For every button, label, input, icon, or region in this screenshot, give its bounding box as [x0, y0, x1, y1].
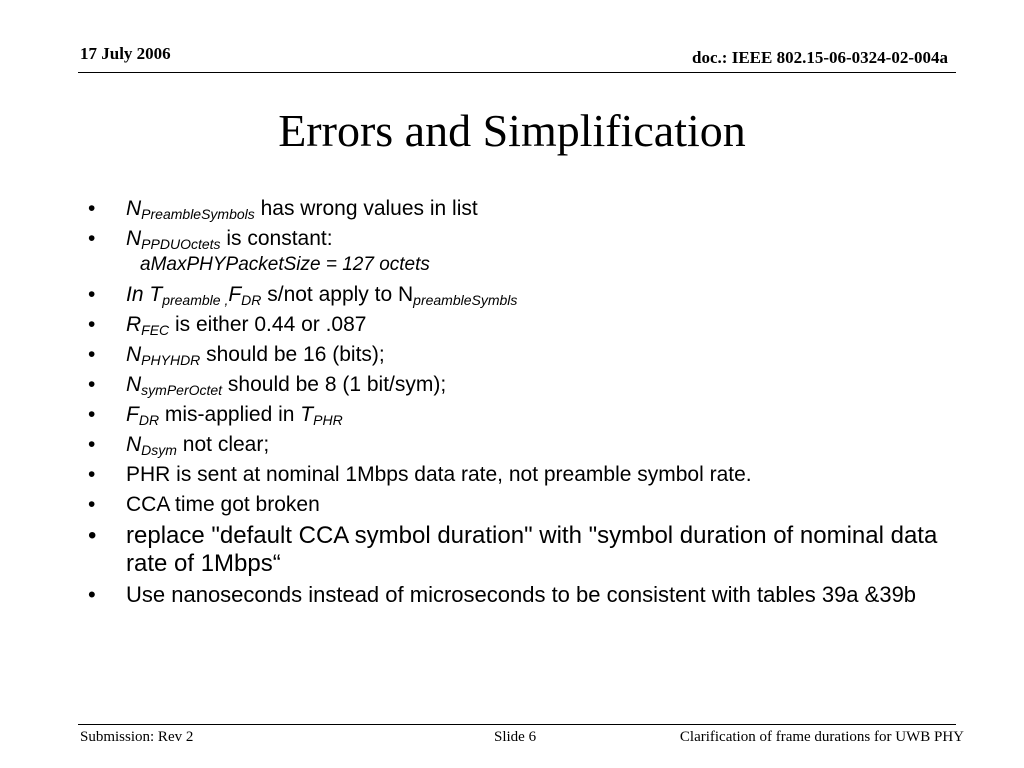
symbol-var: R — [126, 313, 142, 336]
bullet-item — [88, 372, 948, 398]
bullet-icon: • — [88, 493, 96, 516]
symbol-var: F — [228, 283, 242, 306]
bullet-icon: • — [88, 463, 96, 486]
bullet-icon: • — [88, 433, 96, 456]
bullet-text: is constant: — [220, 227, 333, 250]
bullet-item — [88, 312, 948, 338]
bullet-item — [88, 582, 948, 607]
symbol-var: N — [126, 227, 142, 250]
slide-title: Errors and Simplification — [278, 105, 746, 156]
symbol-var: N — [126, 197, 142, 220]
bullet-item — [88, 402, 948, 428]
symbol-var: In T — [126, 283, 163, 306]
bullet-item — [88, 462, 948, 488]
bullet-subline: aMaxPHYPacketSize = 127 octets — [140, 254, 430, 275]
symbol-subscript: PreambleSymbols — [141, 206, 255, 222]
symbol-var: N — [126, 373, 142, 396]
symbol-subscript: PHYHDR — [141, 352, 201, 368]
bullet-text: PHR is sent at nominal 1Mbps data rate, not preamble symbol rate. — [126, 463, 752, 486]
bullet-icon: • — [88, 283, 96, 306]
header-divider — [78, 72, 956, 73]
symbol-subscript: PHR — [313, 412, 343, 428]
symbol-subscript: Dsym — [141, 442, 177, 458]
bullet-text: not clear; — [176, 433, 270, 456]
bullet-text: Use nanoseconds instead of microseconds to be consistent with tables 39a &39b — [126, 582, 917, 607]
symbol-subscript: PPDUOctets — [141, 236, 221, 252]
symbol-subscript: preamble , — [162, 292, 229, 308]
symbol-subscript: DR — [241, 292, 262, 308]
symbol-var: T — [300, 403, 314, 426]
bullet-text: mis-applied in — [159, 403, 301, 426]
footer-slide-number: Slide 6 — [494, 729, 537, 745]
symbol-var: N — [126, 343, 142, 366]
bullet-icon: • — [88, 582, 96, 607]
footer-submission: Submission: Rev 2 — [80, 729, 194, 745]
header-date: 17 July 2006 — [80, 44, 171, 63]
symbol-subscript: preambleSymbls — [413, 292, 518, 308]
bullet-text: s/not apply to N — [261, 283, 414, 306]
symbol-subscript: symPerOctet — [141, 382, 223, 398]
bullet-text: should be 16 (bits); — [200, 343, 385, 366]
symbol-var: N — [126, 433, 142, 456]
bullet-icon: • — [88, 522, 97, 549]
bullet-icon: • — [88, 197, 96, 220]
bullet-icon: • — [88, 227, 96, 250]
symbol-subscript: FEC — [141, 322, 170, 338]
bullet-text: CCA time got broken — [126, 493, 320, 516]
document-id: doc.: IEEE 802.15-06-0324-02-004a — [692, 48, 948, 67]
bullet-text: replace "default CCA symbol duration" with "symbol duration of nominal data rate of 1Mbps“ — [126, 522, 938, 577]
bullet-item — [88, 522, 948, 578]
bullet-icon: • — [88, 343, 96, 366]
bullet-item — [88, 342, 948, 368]
bullet-text: has wrong values in list — [254, 197, 478, 220]
symbol-subscript: DR — [138, 412, 160, 428]
footer-title: Clarification of frame durations for UWB PHY — [679, 729, 964, 745]
bullet-text: is either 0.44 or .087 — [169, 313, 367, 336]
bullet-icon: • — [88, 373, 96, 396]
bullet-text: should be 8 (1 bit/sym); — [222, 373, 447, 396]
bullet-icon: • — [88, 313, 96, 336]
footer-divider — [78, 724, 956, 725]
bullet-list — [88, 196, 948, 611]
bullet-item — [88, 196, 948, 222]
bullet-item — [88, 492, 948, 518]
bullet-item — [88, 432, 948, 458]
bullet-icon: • — [88, 403, 96, 426]
bullet-item — [88, 282, 948, 308]
bullet-item — [88, 226, 948, 278]
symbol-var: F — [126, 403, 139, 426]
